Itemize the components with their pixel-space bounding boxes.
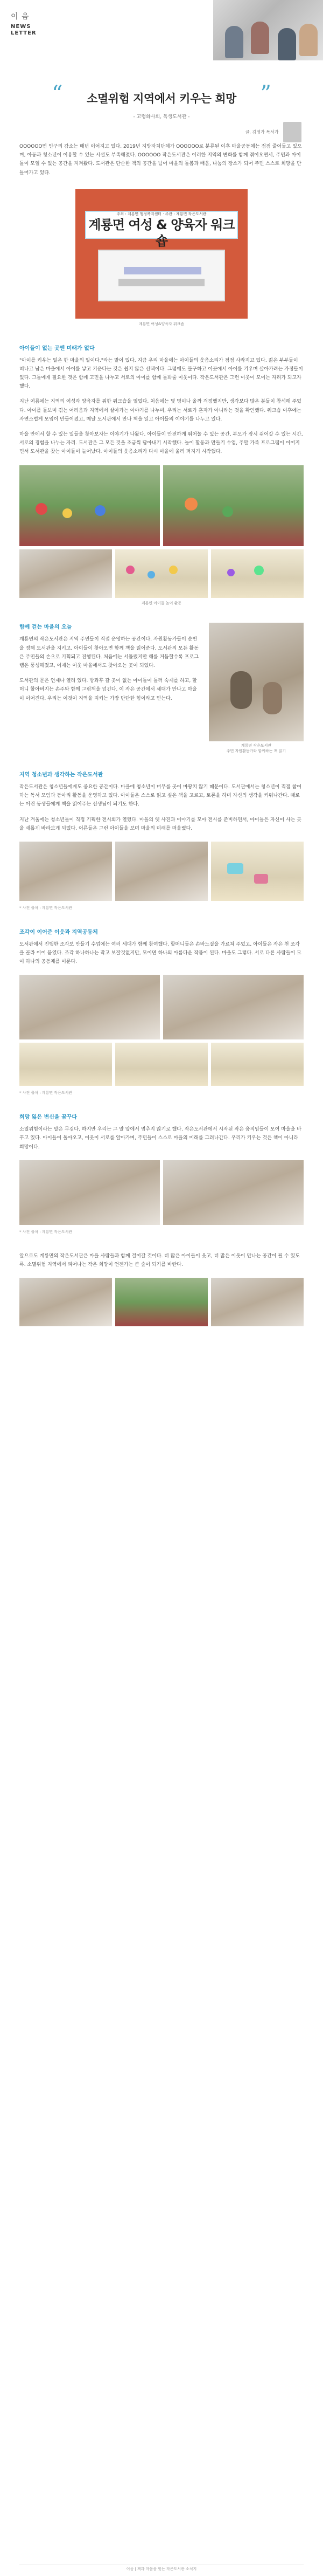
section-title: 아이들이 없는 곳엔 미래가 없다 (19, 345, 95, 352)
close-quote-icon: ” (260, 81, 271, 106)
author-name: 글. 김영가 독서가 (245, 129, 279, 135)
final-photo (19, 1278, 112, 1326)
section-title: 지역 청소년과 생각하는 작은도서관 (19, 772, 103, 778)
paragraph: 마을 안에서 할 수 있는 일들을 찾아보자는 이야기가 나왔다. 아이들이 안전하게 뛰어놀 수 있는 공간, 부모가 잠시 쉬어갈 수 있는 시간, 서로의 경험을 나누는 자리. 도서관은 그 모든 것을 조금씩 담아내기 시작했다. 놀이 활동과 만들기 수업, 주말 가족 프로그램이 이어지면서 도서관을 찾는 아이들이 늘어났다. 아이들의 웃음소리가 다시 마을에 울려 퍼지기 시작했다. (19, 431, 303, 455)
activity-photo (115, 549, 208, 598)
article-title-block (0, 81, 323, 135)
paragraph: "아이를 키우는 일은 한 마을의 일이다."라는 말이 있다. 지금 우리 마을에는 아이들의 웃음소리가 점점 사라지고 있다. 젊은 부부들이 떠나고 남은 마을에서 아이를 낳고 키운다는 것은 쉽지 않은 선택이다. 그럼에도 불구하고 이곳에서 아이를 키우며 살아가려는 가정들이 있다. 그들에게 필요한 것은 함께 고민을 나누고 서로의 아이를 함께 돌봐줄 이웃이다. 작은도서관은 그런 이웃이 모이는 자리가 되고자 했다. (19, 357, 303, 390)
activity-photo (19, 549, 112, 598)
banner-title: 계룡면 여성 & 양육자 워크숍 (88, 217, 235, 249)
section-body (19, 783, 304, 833)
workshop-banner (85, 211, 238, 249)
section-title: 조각이 이어준 이웃과 지역공동체 (19, 929, 98, 935)
paragraph: 계룡면의 작은도서관은 지역 주민들이 직접 운영하는 공간이다. 자원활동가들이 순번을 정해 도서관을 지키고, 아이들이 찾아오면 함께 책을 읽어준다. 도서관의 모든 활동은 주민들의 손으로 기획되고 진행된다. 처음에는 서툴렀지만 해를 거듭할수록 프로그램은 풍성해졌고, 이제는 이웃 마을에서도 찾아오는 곳이 되었다. (19, 637, 199, 669)
patchwork-photo (115, 1043, 208, 1086)
section-4 (19, 928, 304, 967)
final-photo-grid (19, 1278, 304, 1326)
final-photo (211, 1278, 304, 1326)
patchwork-photo (19, 1043, 112, 1086)
paragraph: 도서관의 문은 언제나 열려 있다. 방과후 갈 곳이 없는 아이들이 들러 숙제를 하고, 할머니 할아버지는 손주와 함께 그림책을 넘긴다. 이 작은 공간에서 세대가 만나고 마을이 이어진다. 우리는 이것이 지역을 지키는 가장 단단한 힘이라고 믿는다. (19, 678, 197, 701)
section-body (19, 1252, 304, 1269)
library-photo-caption: 계룡면 작은도서관 주민 자원활동가와 함께하는 책 읽기 (226, 743, 286, 754)
patchwork-photo-grid (19, 975, 304, 1039)
logo-mark: 이 음 (11, 12, 30, 21)
section-5 (19, 1113, 304, 1152)
section-2 (19, 623, 304, 754)
section-2-text (19, 623, 199, 754)
final-photo (115, 1278, 208, 1326)
newsletter-header (0, 0, 323, 60)
paragraph: 지난 겨울에는 청소년들이 직접 기획한 전시회가 열렸다. 마을의 옛 사진과 이야기를 모아 전시를 준비하면서, 아이들은 자신이 사는 곳을 새롭게 바라보게 되었다. 어른들은 그런 아이들을 보며 마을의 미래를 떠올렸다. (19, 817, 301, 831)
play-photo-grid-2 (19, 549, 304, 598)
play-photo (19, 465, 160, 546)
play-photo-grid (19, 465, 304, 546)
patchwork-photo (211, 1043, 304, 1086)
section-title: 함께 걷는 마을의 오늘 (19, 624, 72, 631)
avatar (283, 122, 301, 142)
play-photo (163, 465, 304, 546)
section-3-footnote: * 사진 출처 : 계룡면 작은도서관 (19, 905, 73, 910)
library-photo (209, 623, 304, 741)
screen-text-line (118, 279, 205, 286)
section-body (19, 356, 304, 457)
patchwork-photo (19, 975, 160, 1039)
section-2-photo-block (209, 623, 304, 754)
section-4-footnote: * 사진 출처 : 계룡면 작은도서관 (19, 1091, 73, 1096)
section-title: 희망 잃은 변신을 꿈꾸다 (19, 1114, 78, 1121)
play-caption: 계룡면 아이들 놀이 활동 (141, 601, 182, 605)
page-subtitle: - 고령화사회, 독생도서관 - (133, 114, 190, 120)
hero-photo (75, 189, 248, 319)
closing-photo (19, 1160, 160, 1225)
section-1 (19, 344, 304, 457)
paragraph: 작은도서관은 청소년들에게도 중요한 공간이다. 마을에 청소년이 머무를 곳이 마땅치 않기 때문이다. 도서관에서는 청소년이 직접 참여하는 독서 모임과 동아리 활동을 운영하고 있다. 아이들은 스스로 읽고 싶은 책을 고르고, 토론을 하며 자신의 생각을 키워나간다. 때로는 어린 동생들에게 책을 읽어주는 선생님이 되기도 한다. (19, 784, 301, 808)
teen-photo-grid (19, 842, 304, 901)
paragraph: 소멸위험이라는 말은 무겁다. 하지만 우리는 그 말 앞에서 멈추지 않기로 했다. 작은도서관에서 시작된 작은 움직임들이 모여 마을을 바꾸고 있다. 아이들이 돌아오고, 이웃이 서로를 알아가며, 주민들이 스스로 마을의 미래를 그려나간다. 우리가 키우는 것은 책이 아니라 희망이다. (19, 1127, 301, 1150)
newsletter-logo (4, 4, 43, 44)
closing-photo (163, 1160, 304, 1225)
closing-section (19, 1252, 304, 1269)
section-3 (19, 770, 304, 833)
closing-photo-grid (19, 1160, 304, 1225)
hero-caption: 계룡면 여성&양육자 워크숍 (138, 321, 185, 326)
paragraph: 지난 여름에는 지역의 여성과 양육자를 위한 워크숍을 열었다. 처음에는 몇 명이나 올까 걱정했지만, 생각보다 많은 분들이 참석해 주었다. 아이를 돌보며 겪는 어려움과 지역에서 살아가는 이야기를 나누며, 우리는 서로가 혼자가 아니라는 것을 확인했다. 워크숍 이후에는 자연스럽게 모임이 만들어졌고, 매달 도서관에서 만나 책을 읽고 아이들의 이야기를 나누고 있다. (19, 399, 301, 422)
author-byline (245, 122, 301, 142)
open-quote-icon: “ (52, 81, 63, 106)
logo-word: NEWS LETTER (11, 24, 37, 36)
patchwork-photo (163, 975, 304, 1039)
teen-photo (211, 842, 304, 901)
header-photo (213, 0, 323, 60)
paragraph: 도서관에서 진행한 조각보 만들기 수업에는 여러 세대가 함께 참여했다. 할머니들은 손바느질을 가르쳐 주었고, 아이들은 작은 천 조각을 골라 이어 붙였다. 조각 하나하나는 작고 보잘것없지만, 모이면 하나의 아름다운 작품이 된다. 마을도 그렇다. 서로 다른 사람들이 모여 하나의 공동체를 이룬다. (19, 941, 301, 965)
page-footer: 이음 | 책과 마을을 잇는 작은도서관 소식지 (126, 2567, 197, 2572)
section-5-footnote: * 사진 출처 : 계룡면 작은도서관 (19, 1229, 73, 1234)
section-body (19, 940, 304, 967)
activity-photo (211, 549, 304, 598)
paragraph: 앞으로도 계룡면의 작은도서관은 마을 사람들과 함께 걸어갈 것이다. 더 많은 아이들이 웃고, 더 많은 이웃이 만나는 공간이 될 수 있도록. 소멸위험 지역에서 피어나는 작은 희망이 언젠가는 큰 숲이 되기를 바란다. (19, 1253, 300, 1268)
section-body (19, 635, 199, 702)
patchwork-photo-grid-2 (19, 1043, 304, 1086)
projector-screen (98, 250, 225, 301)
teen-photo (19, 842, 112, 901)
intro-paragraph: OOOOOO면 인구의 감소는 매년 이어지고 있다. 2019년 지방자치단체가 OOOOOO로 분류된 이후 마을공동체는 점점 줄어들고 있으며, 아동과 청소년이 이용할 수 있는 시설도 부족해졌다. OOOOOO 작은도서관은 이러한 지역의 변화를 함께 겪어오면서, 주민과 아이들이 모일 수 있는 공간을 지켜왔다. 도서관은 단순한 책의 공간을 넘어 마을의 돌봄과 배움, 나눔의 장소가 되어 주민 스스로 희망을 만들어가고 있다. (19, 144, 302, 176)
teen-photo (115, 842, 208, 901)
screen-text-line (124, 267, 201, 274)
banner-subtitle: 주최 : 계룡면 행정복지센터 · 주관 : 계룡면 작은도서관 (116, 211, 207, 216)
section-body (19, 1125, 304, 1152)
page-title: 소멸위험 지역에서 키우는 희망 (87, 92, 236, 105)
